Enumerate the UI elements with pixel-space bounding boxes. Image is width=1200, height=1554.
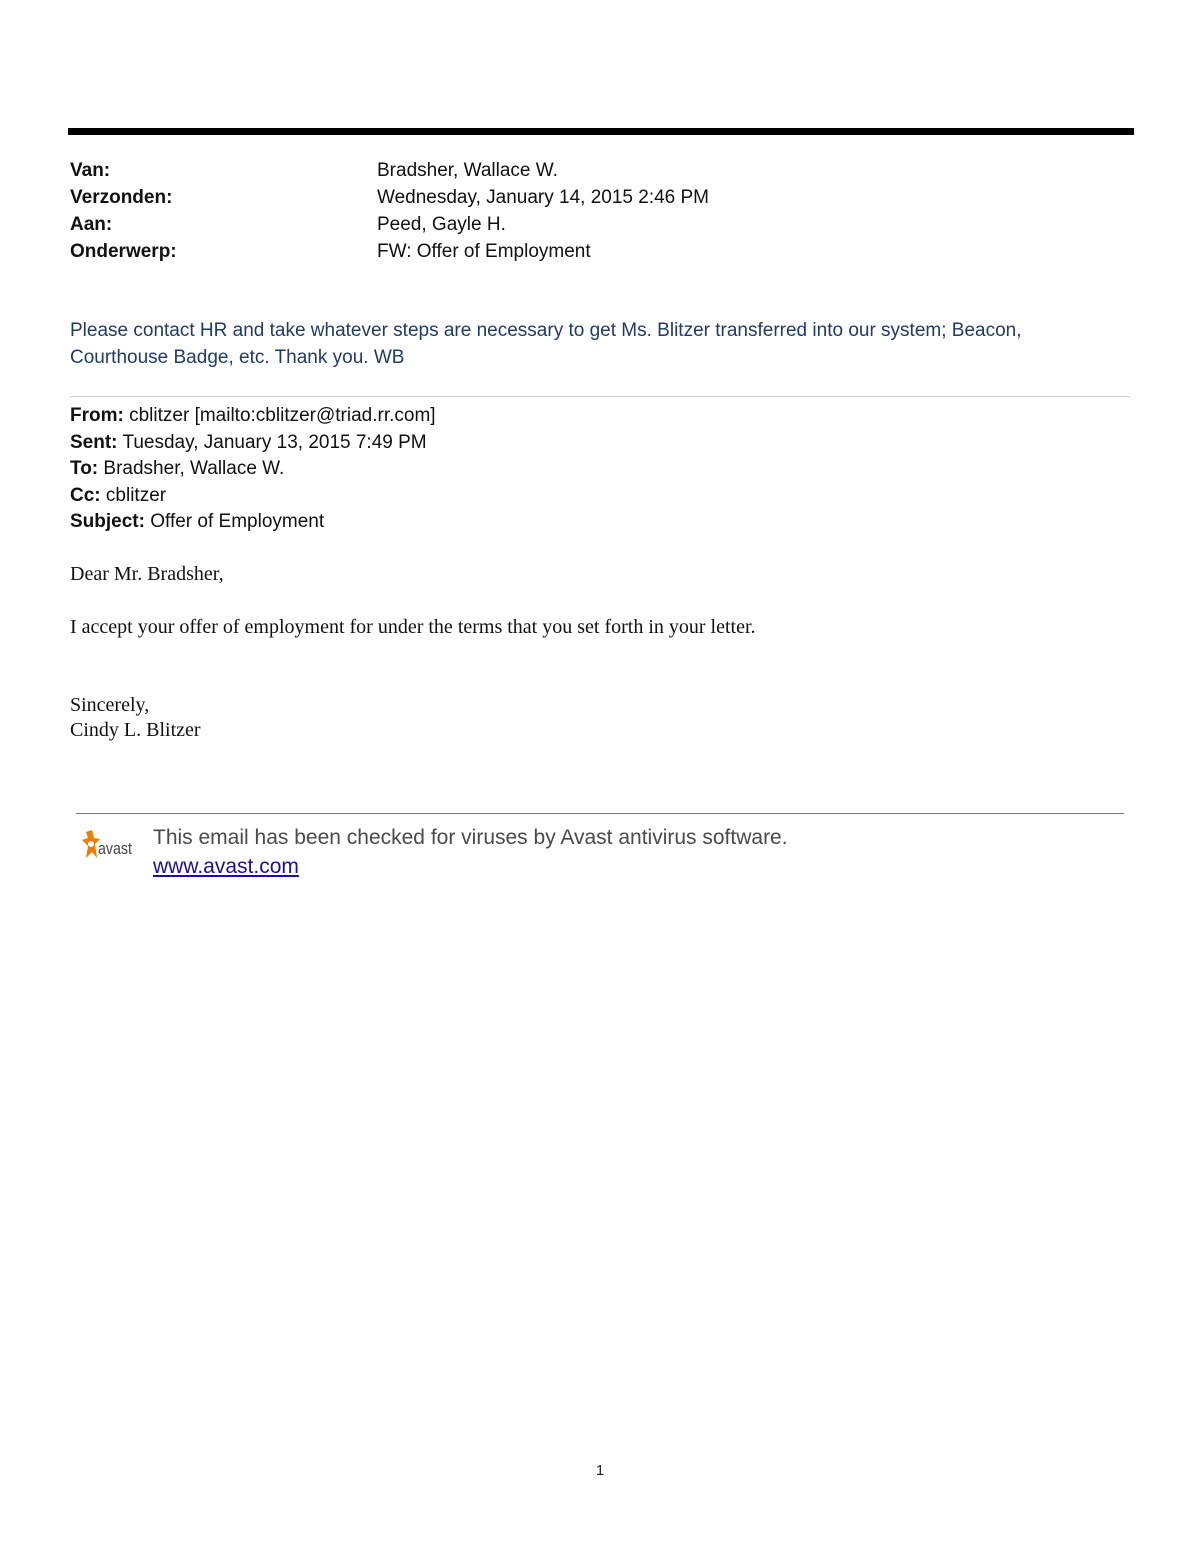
forwarded-label: Cc: [70,484,101,506]
forwarded-value: Tuesday, January 13, 2015 7:49 PM [122,431,427,453]
forwarded-sent [70,430,436,457]
avast-logo-icon [80,828,136,872]
letter-greeting: Dear Mr. Bradsher, [70,563,224,585]
avast-separator [76,813,1124,814]
outer-email-header [70,157,1070,265]
forwarded-label: To: [70,458,99,479]
forwarded-from [70,403,436,430]
avast-link[interactable]: www.avast.com [153,855,299,878]
top-rule [68,128,1134,135]
forwarded-subject [70,509,436,536]
header-label: Verzonden: [70,187,173,208]
forward-note-line: Courthouse Badge, etc. Thank you. WB [70,347,405,368]
forwarded-cc [70,483,436,510]
forwarded-to [70,456,436,483]
avast-message: This email has been checked for viruses by Avast antivirus software. [153,826,788,849]
separator-rule [70,396,1130,397]
page-number: 1 [595,1462,605,1479]
forwarded-value: Offer of Employment [150,511,325,532]
letter-closing: Sincerely, [70,694,150,716]
forwarded-email-header [70,403,436,536]
header-value: Bradsher, Wallace W. [377,160,558,181]
header-row-from [70,157,1070,184]
header-value: Peed, Gayle H. [377,214,506,235]
forwarded-label: Sent: [70,431,118,453]
header-value: FW: Offer of Employment [377,241,591,262]
header-row-sent [70,184,1070,211]
forward-note [70,317,1130,371]
forwarded-value: Bradsher, Wallace W. [103,458,285,479]
letter-body: I accept your offer of employment for under the terms that you set forth in your letter. [70,616,756,638]
avast-logo-text: avast [98,839,133,858]
letter-signature: Cindy L. Blitzer [70,719,201,741]
header-row-subject [70,238,1070,265]
header-label: Van: [70,160,111,181]
header-row-to [70,211,1070,238]
avast-notice [153,823,788,881]
forwarded-label: From: [70,405,124,426]
header-value: Wednesday, January 14, 2015 2:46 PM [377,187,710,208]
forwarded-value: cblitzer [105,484,167,506]
header-label: Aan: [70,214,113,235]
forward-note-line: Please contact HR and take whatever steps are necessary to get Ms. Blitzer transferred into our system; Beacon, [70,320,1022,341]
header-label: Onderwerp: [70,241,177,262]
forwarded-value: cblitzer [mailto:cblitzer@triad.rr.com] [129,405,436,426]
forwarded-label: Subject: [70,511,145,532]
